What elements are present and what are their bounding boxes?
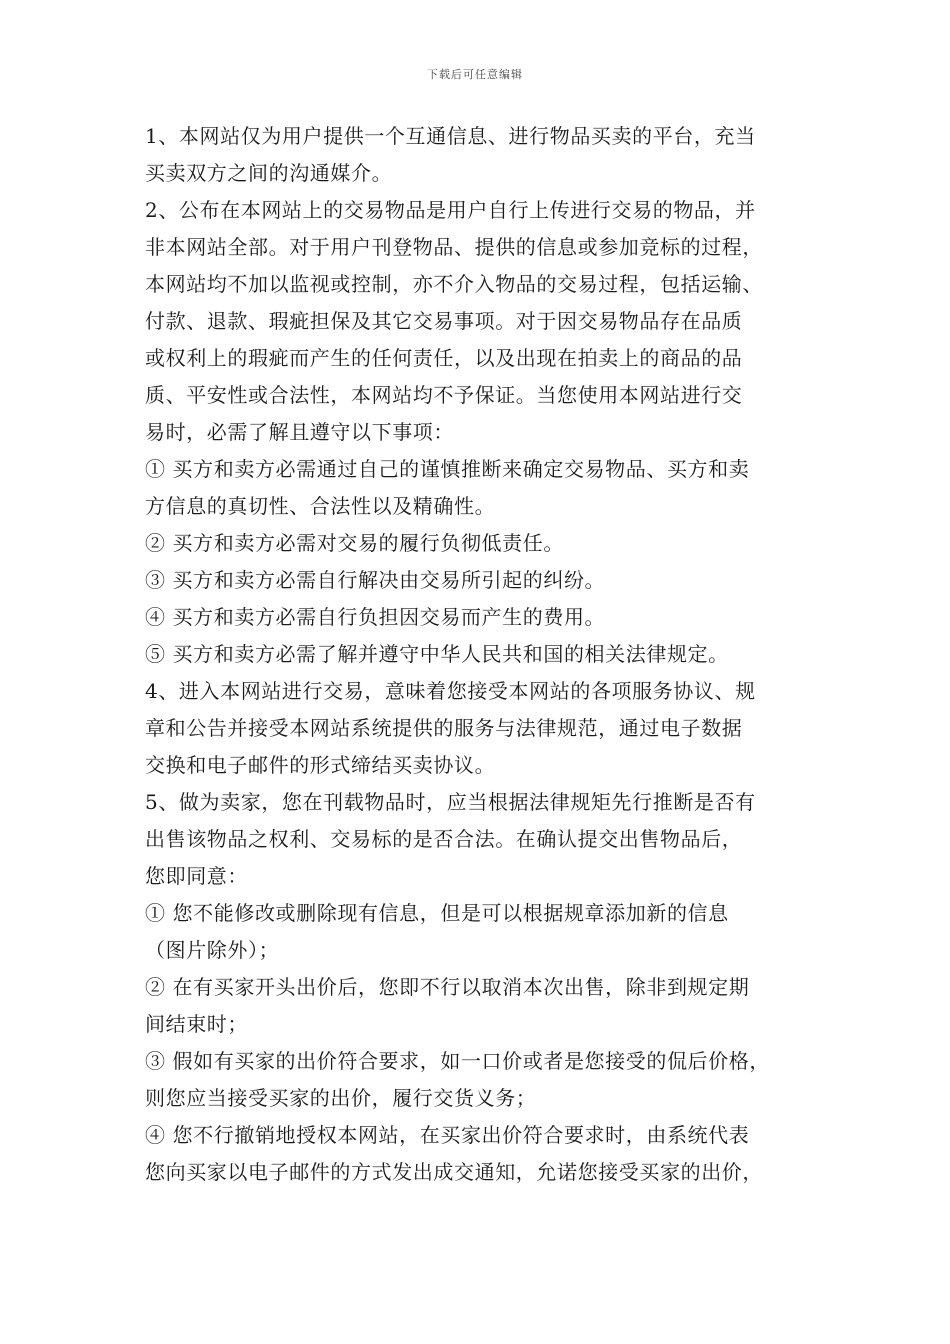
text-line: 1、本网站仅为用户提供一个互通信息、进行物品买卖的平台，充当 [145, 124, 756, 148]
text-line: 2、公布在本网站上的交易物品是用户自行上传进行交易的物品，并 [145, 198, 756, 222]
text-line: 4、进入本网站进行交易，意味着您接受本网站的各项服务协议、规 [145, 679, 756, 703]
text-line: 或权利上的瑕疵而产生的任何责任，以及出现在拍卖上的商品的品 [145, 346, 743, 370]
text-line: 本网站均不加以监视或控制，亦不介入物品的交易过程，包括运输、 [145, 272, 763, 296]
text-line: ① 您不能修改或删除现有信息，但是可以根据规章添加新的信息 [145, 901, 729, 925]
document-body [145, 118, 810, 1191]
text-line: ⑤ 买方和卖方必需了解并遵守中华人民共和国的相关法律规定。 [145, 642, 729, 666]
text-line: 质、平安性或合法性，本网站均不予保证。当您使用本网站进行交 [145, 383, 743, 407]
text-line: 章和公告并接受本网站系统提供的服务与法律规范，通过电子数据 [145, 716, 743, 740]
text-line: 买卖双方之间的沟通媒介。 [145, 161, 393, 185]
text-line: ③ 假如有买家的出价符合要求，如一口价或者是您接受的侃后价格， [145, 1049, 770, 1073]
text-line: 您即同意： [145, 864, 248, 888]
text-line: ④ 买方和卖方必需自行负担因交易而产生的费用。 [145, 605, 606, 629]
text-line: 交换和电子邮件的形式缔结买卖协议。 [145, 753, 496, 777]
text-line: 出售该物品之权利、交易标的是否合法。在确认提交出售物品后， [145, 827, 743, 851]
text-line: ② 在有买家开头出价后，您即不行以取消本次出售，除非到规定期 [145, 975, 750, 999]
text-line: ③ 买方和卖方必需自行解决由交易所引起的纠纷。 [145, 568, 606, 592]
text-line: （图片除外）； [145, 938, 280, 962]
text-line: 则您应当接受买家的出价，履行交货义务； [145, 1086, 537, 1110]
text-line: ② 买方和卖方必需对交易的履行负彻低责任。 [145, 531, 564, 555]
text-line: 间结束时； [145, 1012, 248, 1036]
text-line: 5、做为卖家，您在刊载物品时，应当根据法律规矩先行推断是否有 [145, 790, 756, 814]
text-line: 易时，必需了解且遵守以下事项： [145, 420, 454, 444]
text-line: ① 买方和卖方必需通过自己的谨慎推断来确定交易物品、买方和卖 [145, 457, 750, 481]
text-line: ④ 您不行撤销地授权本网站，在买家出价符合要求时，由系统代表 [145, 1123, 750, 1147]
page-header: 下载后可任意编辑 [427, 68, 523, 81]
text-line: 您向买家以电子邮件的方式发出成交通知，允诺您接受买家的出价， [145, 1160, 763, 1184]
text-line: 付款、退款、瑕疵担保及其它交易事项。对于因交易物品存在品质 [145, 309, 743, 333]
text-line: 非本网站全部。对于用户刊登物品、提供的信息或参加竞标的过程， [145, 235, 763, 259]
text-line: 方信息的真切性、合法性以及精确性。 [145, 494, 496, 518]
